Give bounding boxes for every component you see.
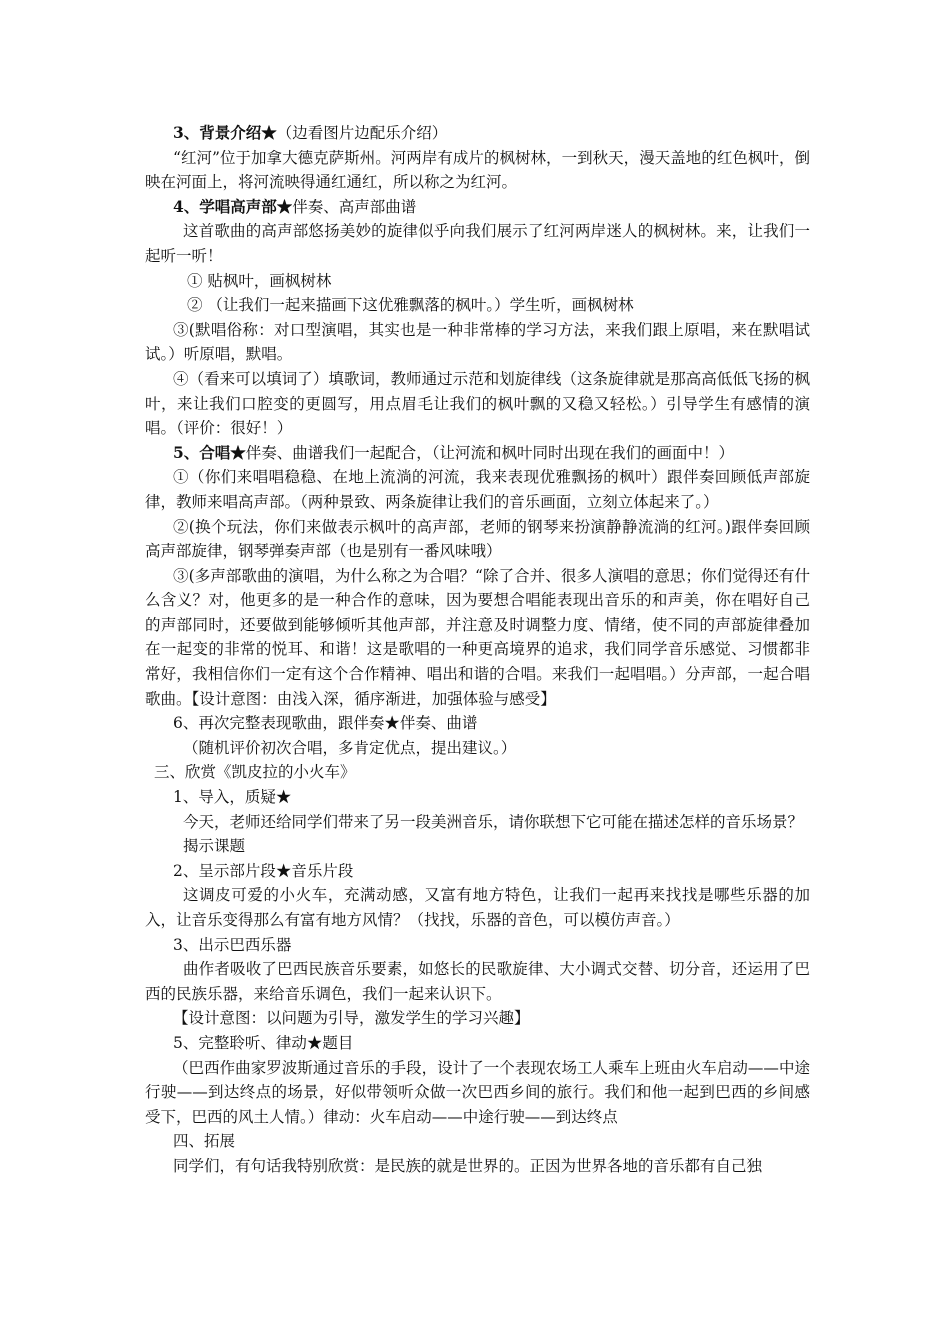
part-3-item-3-heading: 3、出示巴西乐器 (173, 935, 292, 954)
part-4-paragraph: 同学们，有句话我特别欣赏：是民族的就是世界的。正因为世界各地的音乐都有自己独 (173, 1156, 763, 1175)
section-5-note: 伴奏、曲谱我们一起配合，（让河流和枫叶同时出现在我们的画面中！） (245, 443, 735, 462)
part-3-item-2-heading: 2、呈示部片段★音乐片段 (173, 861, 354, 880)
part-3-item-5-paragraph: （巴西作曲家罗波斯通过音乐的手段，设计了一个表现农场工人乘车上班由火车启动——中途行驶——到达终点的场景，好似带领听众做一次巴西乡间的旅行。我们和他一起到巴西的乡间感受下，巴西的风土人情。）律动：火车启动——中途行驶——到达终点 (145, 1058, 810, 1126)
section-3-paragraph: “红河”位于加拿大德克萨斯州。河两岸有成片的枫树林，一到秋天，漫天盖地的红色枫叶，倒映在河面上，将河流映得通红通红，所以称之为红河。 (145, 148, 810, 192)
section-4-item-4: ④（看来可以填词了）填歌词，教师通过示范和划旋律线（这条旋律就是那高高低低飞扬的枫叶，来让我们口腔变的更圆写，用点眉毛让我们的枫叶飘的又稳又轻松。）引导学生有感情的演唱。（评价：很好！） (145, 369, 810, 438)
section-6-paragraph: （随机评价初次合唱，多肯定优点，提出建议。） (183, 738, 517, 757)
section-4-item-3: ③(默唱俗称：对口型演唱，其实也是一种非常棒的学习方法，来我们跟上原唱，来在默唱试试。）听原唱，默唱。 (145, 320, 810, 364)
part-3-item-5-heading: 5、完整聆听、律动★题目 (173, 1033, 354, 1052)
section-4-paragraph: 这首歌曲的高声部悠扬美妙的旋律似乎向我们展示了红河两岸迷人的枫树林。来，让我们一起听一听！ (145, 222, 810, 265)
section-3-heading: 3、背景介绍★ (173, 123, 277, 142)
section-4-note: 伴奏、高声部曲谱 (292, 197, 417, 216)
part-3-item-3-paragraph: 曲作者吸收了巴西民族音乐要素，如悠长的民歌旋律、大小调式交替、切分音，还运用了巴西的民族乐器，来给音乐调色，我们一起来认识下。 (145, 960, 810, 1003)
section-4-item-2: ② （让我们一起来描画下这优雅飘落的枫叶。）学生听，画枫树林 (187, 296, 634, 315)
section-3-heading-line (145, 121, 810, 146)
section-5-item-2: ②(换个玩法，你们来做表示枫叶的高声部，老师的钢琴来扮演静静流淌的红河。)跟伴奏回顾高声部旋律，钢琴弹奏声部（也是别有一番风味哦） (145, 517, 810, 561)
document-body (145, 121, 810, 1179)
part-3-item-1-paragraph: 今天，老师还给同学们带来了另一段美洲音乐，请你联想下它可能在描述怎样的音乐场景？ (183, 812, 804, 831)
part-3-item-2-paragraph: 这调皮可爱的小火车，充满动感，又富有地方特色，让我们一起再来找找是哪些乐器的加入，让音乐变得那么有富有地方风情？（找找，乐器的音色，可以模仿声音。） (145, 886, 810, 929)
section-4-item-1: ① 贴枫叶，画枫树林 (187, 271, 332, 290)
part-3-item-1-heading: 1、导入，质疑★ (173, 788, 292, 807)
part-4-heading: 四、拓展 (173, 1132, 236, 1151)
part-3-reveal: 揭示课题 (183, 837, 246, 856)
section-5-heading: 5、合唱★ (173, 442, 246, 462)
part-3-design-intent: 【设计意图：以问题为引导，激发学生的学习兴趣】 (173, 1009, 530, 1028)
section-3-note: （边看图片边配乐介绍） (276, 124, 448, 142)
section-4-heading: 4、学唱高声部★ (173, 196, 293, 216)
section-6-heading: 6、再次完整表现歌曲，跟伴奏★伴奏、曲谱 (173, 714, 478, 733)
section-5-item-3: ③(多声部歌曲的演唱，为什么称之为合唱？“除了合并、很多人演唱的意思；你们觉得还有什么含义？对，他更多的是一种合作的意味，因为要想合唱能表现出音乐的和声美，你在唱好自己的声部同时，还要做到能够倾听其他声部，并注意及时调整力度、情绪，使不同的声部旋律叠加在一起变的非常的悦耳、和谐！这是歌唱的一种更高境界的追求，我们同学音乐感觉、习惯都非常好，我相信你们一定有这个合作精神、唱出和谐的合唱。来我们一起唱唱。）分声部，一起合唱歌曲。【设计意图：由浅入深，循序渐进，加强体验与感受】 (145, 566, 810, 708)
section-4-heading-line (145, 195, 810, 220)
part-3-heading: 三、欣赏《凯皮拉的小火车》 (154, 763, 356, 782)
section-5-item-1: ①（你们来唱唱稳稳、在地上流淌的河流，我来表现优雅飘扬的枫叶）跟伴奏回顾低声部旋律，教师来唱高声部。（两种景致、两条旋律让我们的音乐画面，立刻立体起来了。） (145, 468, 810, 511)
section-5-heading-line (145, 441, 810, 466)
